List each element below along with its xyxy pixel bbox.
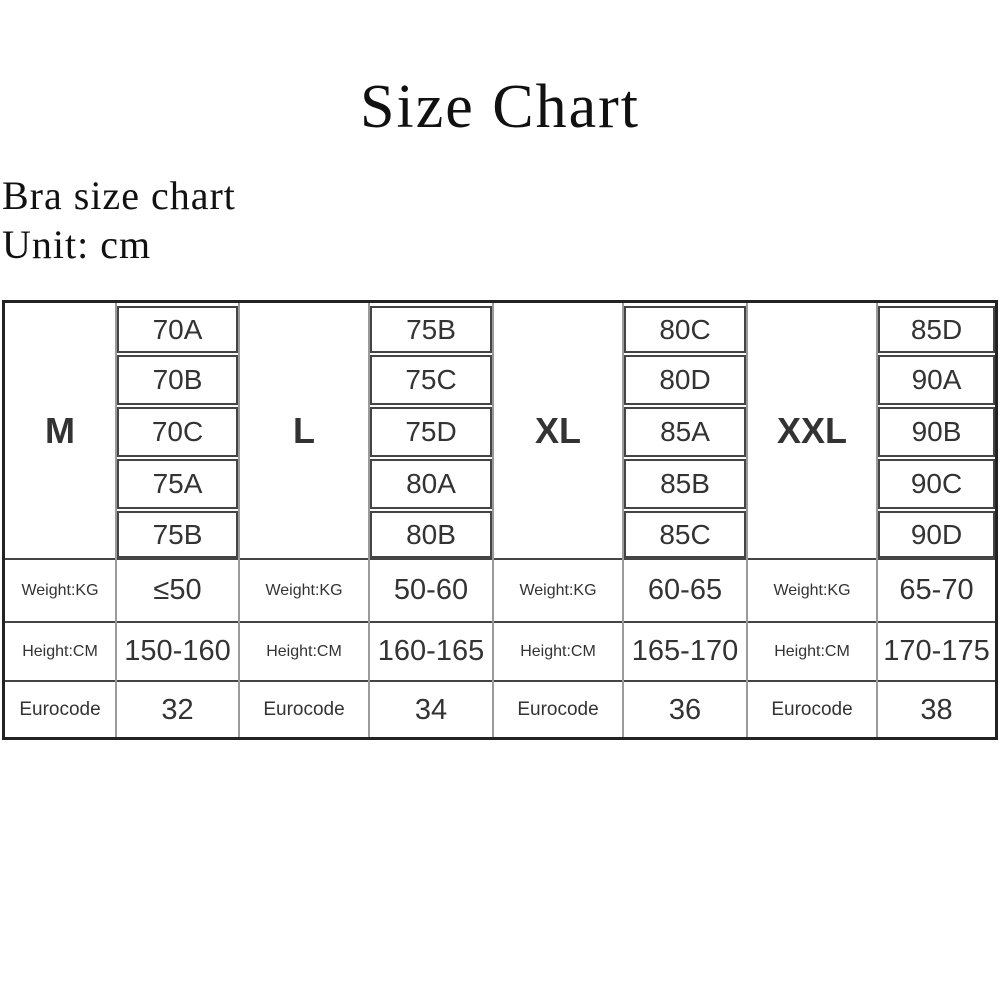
weight-label: Weight:KG xyxy=(21,581,99,599)
cup-size: 80D xyxy=(624,355,746,405)
page-title: Size Chart xyxy=(360,73,640,141)
eurocode-value: 34 xyxy=(414,693,448,726)
eurocode-value: 38 xyxy=(920,693,953,726)
cup-size: 75C xyxy=(370,355,492,405)
cup-size: 85A xyxy=(624,407,746,457)
size-label: L xyxy=(293,409,315,451)
cup-size: 75B xyxy=(117,511,238,558)
cup-size: 85D xyxy=(878,306,995,353)
cup-size: 80C xyxy=(624,306,746,353)
cup-size: 90B xyxy=(878,407,995,457)
eurocode-label: Eurocode xyxy=(517,699,599,720)
cup-size: 85C xyxy=(624,511,746,558)
eurocode-value: 32 xyxy=(161,693,194,726)
cup-size: 85B xyxy=(624,459,746,509)
height-value: 165-170 xyxy=(631,635,739,667)
cup-size: 75A xyxy=(117,459,238,509)
cup-size: 90A xyxy=(878,355,995,405)
size-label: XL xyxy=(534,409,581,451)
height-label: Height:CM xyxy=(266,642,342,660)
eurocode-label: Eurocode xyxy=(771,699,853,720)
weight-value: 60-65 xyxy=(647,574,723,606)
weight-label: Weight:KG xyxy=(773,581,851,599)
size-label: M xyxy=(45,409,75,451)
cup-size: 70B xyxy=(117,355,238,405)
cup-size: 75B xyxy=(370,306,492,353)
height-value: 160-165 xyxy=(377,635,485,667)
height-label: Height:CM xyxy=(520,642,596,660)
eurocode-label: Eurocode xyxy=(263,699,345,720)
weight-value: 50-60 xyxy=(393,574,469,606)
cup-size: 80A xyxy=(370,459,492,509)
size-table xyxy=(2,300,998,740)
weight-value: ≤50 xyxy=(153,574,202,606)
weight-label: Weight:KG xyxy=(519,581,597,599)
height-label: Height:CM xyxy=(774,642,850,660)
height-value: 150-160 xyxy=(124,635,231,667)
size-table-grid xyxy=(5,303,995,737)
cup-size: 90C xyxy=(878,459,995,509)
weight-label: Weight:KG xyxy=(265,581,343,599)
cup-size: 70A xyxy=(117,306,238,353)
eurocode-value: 36 xyxy=(668,693,702,726)
cup-size: 70C xyxy=(117,407,238,457)
size-label: XXL xyxy=(776,409,847,451)
cup-size: 90D xyxy=(878,511,995,558)
height-label: Height:CM xyxy=(22,642,98,660)
eurocode-label: Eurocode xyxy=(19,699,101,720)
cup-size: 75D xyxy=(370,407,492,457)
chart-subtitle: Bra size chart xyxy=(2,173,236,218)
weight-value: 65-70 xyxy=(899,574,974,606)
unit-label: Unit: cm xyxy=(2,222,152,267)
height-value: 170-175 xyxy=(883,635,990,667)
cup-size: 80B xyxy=(370,511,492,558)
